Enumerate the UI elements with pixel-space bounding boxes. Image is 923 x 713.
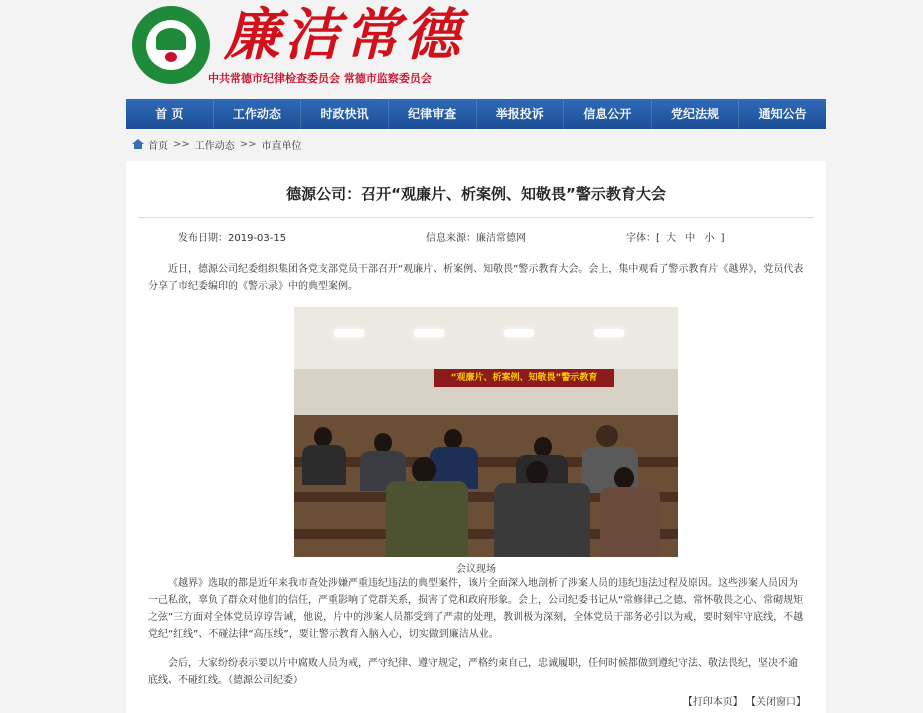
site-brand: 廉洁常德 [224, 2, 464, 68]
nav-current-affairs[interactable]: 时政快讯 [301, 99, 389, 129]
photo-banner: “观廉片、析案例、知敬畏”警示教育 [434, 369, 614, 387]
article-panel [126, 161, 826, 713]
home-icon [132, 139, 144, 149]
attendee [494, 483, 590, 557]
font-small-button[interactable]: 小 [704, 233, 715, 244]
article-paragraph-3: 会后，大家纷纷表示要以片中腐败人员为戒，严守纪律、遵守规定，严格约束自己，忠诚履职，任何时候都做到遵纪守法、敬法畏纪，坚决不逾底线、不碰红线。（德源公司纪委） [148, 658, 798, 686]
ceiling-light [334, 329, 364, 337]
nav-info-disclosure[interactable]: 信息公开 [564, 99, 652, 129]
breadcrumb-home[interactable]: 首页 [148, 140, 168, 152]
article-paragraph-1: 近日，德源公司纪委组织集团各党支部党员干部召开“观廉片、析案例、知敬畏”警示教育大会。会上，集中观看了警示教育片《越界》，党员代表分享了市纪委编印的《警示录》中的典型案例。 [148, 264, 804, 292]
org-name: 中共常德市纪律检查委员会 常德市监察委员会 [208, 72, 432, 85]
font-size-label: 字体：[ [626, 233, 660, 244]
meeting-photo [294, 307, 678, 557]
ceiling-light [594, 329, 624, 337]
close-window-link[interactable]: 【关闭窗口】 [746, 697, 806, 708]
attendee [374, 433, 392, 453]
photo-ceiling [294, 307, 678, 369]
nav-notices[interactable]: 通知公告 [758, 107, 807, 121]
breadcrumb-separator: >> [173, 138, 190, 150]
article-footer-links [683, 693, 806, 708]
attendee [600, 487, 660, 557]
article-paragraph-2: 《越界》选取的都是近年来我市查处涉嫌严重违纪违法的典型案件，该片全面深入地剖析了涉案人员的违纪违法过程及原因。这些涉案人员因为一己私欲，辜负了群众对他们的信任，严重影响了党群关系，损害了党和政府形象。会上，公司纪委书记从“常修律己之德、常怀敬畏之心、常砌规矩之弦”三方面对全体党员谆谆告诫，他说，片中的涉案人员都受到了严肃的处理，教训极为深刻，全体党员干部务必引以为戒，要时刻牢守底线，不越党纪“红线”、不碰法律“高压线”，要让警示教育入脑入心，切实做到廉洁从业。 [148, 578, 804, 640]
photo-caption: 会议现场 [456, 564, 496, 575]
font-size-control [626, 229, 725, 244]
nav-discipline-review[interactable]: 纪律审查 [389, 99, 477, 129]
info-source: 信息来源：廉洁常德网 [426, 233, 526, 244]
ceiling-light [504, 329, 534, 337]
ceiling-light [414, 329, 444, 337]
font-large-button[interactable]: 大 [666, 233, 677, 244]
breadcrumb-separator: >> [239, 138, 257, 150]
nav-report[interactable]: 举报投诉 [477, 99, 565, 129]
publish-date: 发布日期：2019-03-15 [178, 233, 287, 244]
attendee [614, 467, 634, 489]
attendee [412, 457, 436, 483]
attendee [302, 445, 346, 485]
nav-work-news[interactable]: 工作动态 [214, 99, 302, 129]
drop-icon [165, 52, 177, 62]
leaf-icon [156, 28, 186, 50]
breadcrumb [126, 135, 826, 153]
nav-regulations[interactable]: 党纪法规 [652, 99, 740, 129]
attendee [596, 425, 618, 447]
print-page-link[interactable]: 【打印本页】 [682, 697, 743, 708]
breadcrumb-work-news[interactable]: 工作动态 [194, 140, 235, 152]
site-logo[interactable] [132, 6, 210, 84]
article-title: 德源公司：召开“观廉片、析案例、知敬畏”警示教育大会 [286, 185, 666, 203]
attendee [386, 481, 468, 557]
main-nav [126, 99, 826, 129]
site-header [126, 0, 826, 92]
breadcrumb-current[interactable]: 市直单位 [261, 140, 302, 152]
nav-home[interactable]: 首 页 [126, 99, 214, 129]
attendee [526, 461, 548, 485]
attendee [314, 427, 332, 447]
font-size-close: ] [720, 233, 725, 244]
title-divider [138, 217, 814, 218]
attendee [534, 437, 552, 457]
attendee [444, 429, 462, 449]
font-medium-button[interactable]: 中 [685, 233, 696, 244]
